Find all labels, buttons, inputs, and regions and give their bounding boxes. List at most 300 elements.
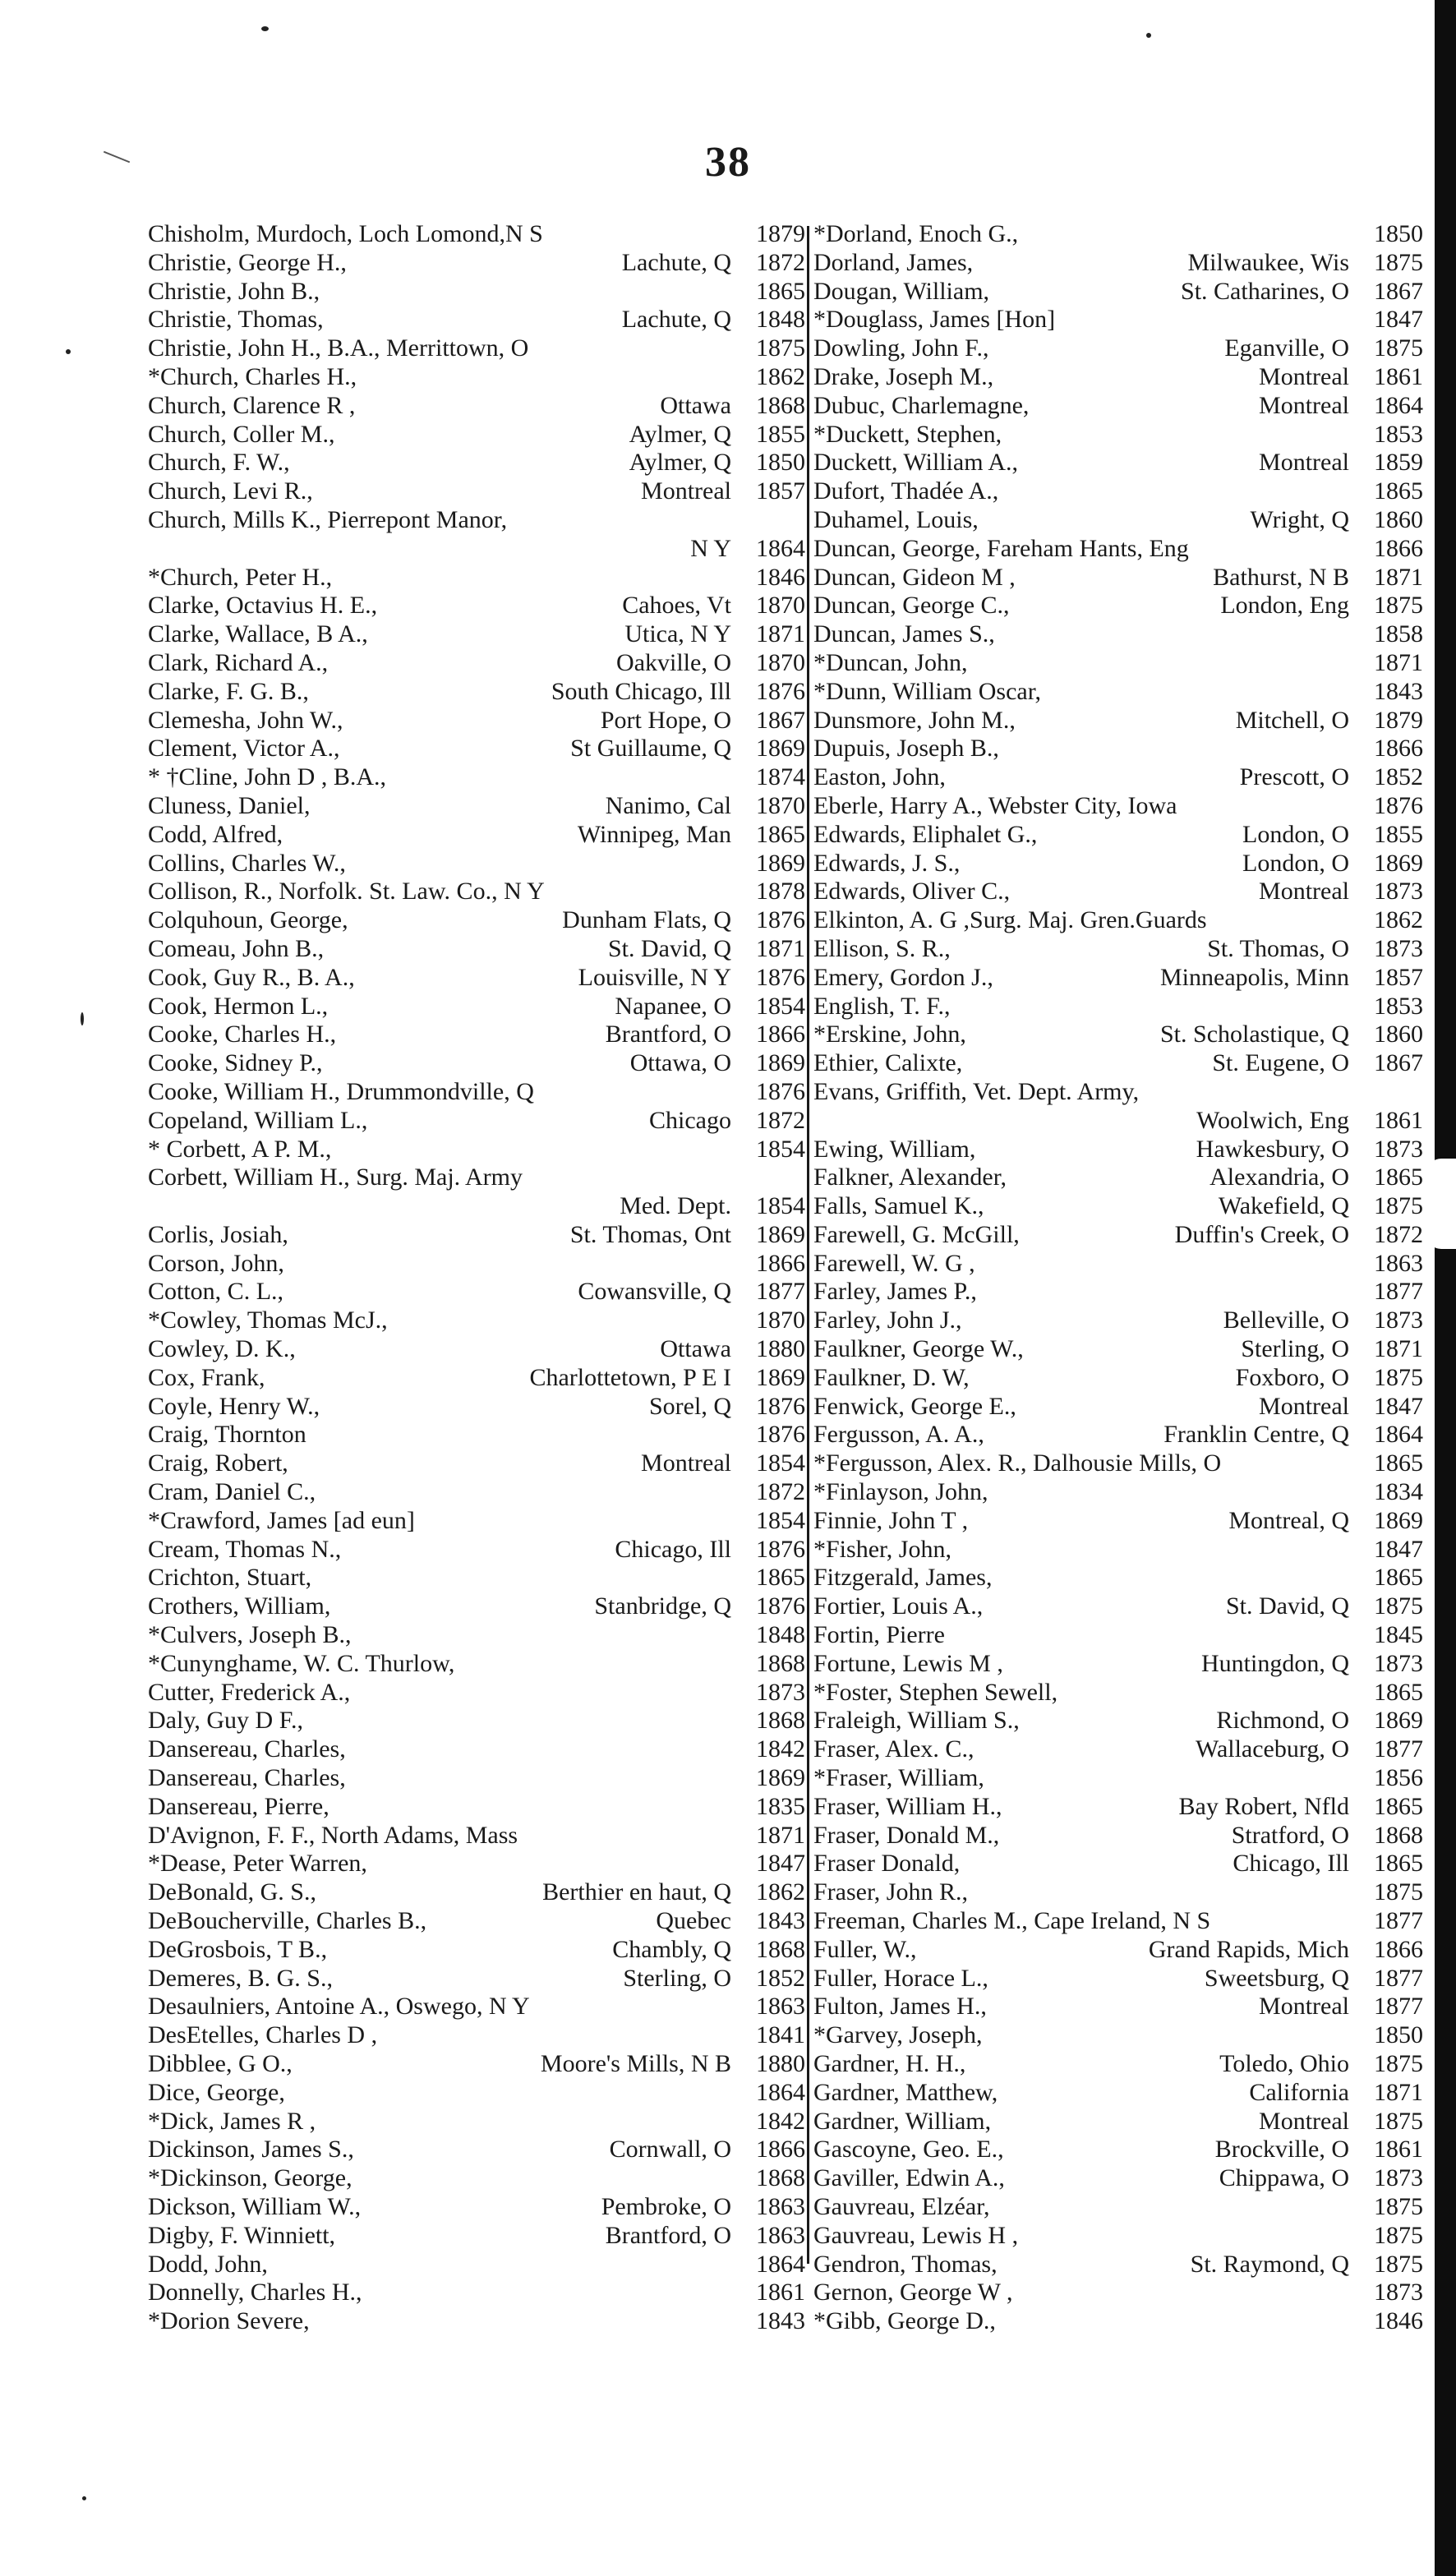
entry-name: Fraser, Alex. C., <box>813 1735 975 1763</box>
directory-entry <box>148 2222 805 2251</box>
entry-year: 1873 <box>1374 1135 1423 1163</box>
entry-name: Clarke, Wallace, B A., <box>148 620 368 648</box>
entry-place: Napanee, O <box>615 992 731 1020</box>
entry-place: Montreal <box>641 477 731 505</box>
directory-entry <box>813 2222 1423 2251</box>
entry-year: 1868 <box>756 1649 805 1677</box>
directory-entry <box>148 449 805 477</box>
entry-place: Ottawa <box>660 1335 731 1363</box>
entry-name: Eberle, Harry A., Webster City, Iowa <box>813 791 1177 819</box>
entry-year: 1850 <box>1374 220 1423 247</box>
entry-year: 1875 <box>1374 2050 1423 2077</box>
entry-year: 1845 <box>1374 1621 1423 1649</box>
entry-name: Cooke, William H., Drummondville, Q <box>148 1077 534 1105</box>
entry-place: Sterling, O <box>623 1964 731 1992</box>
entry-name: Church, F. W., <box>148 449 290 477</box>
entry-place: Louisville, N Y <box>578 963 731 991</box>
entry-name: Gaviller, Edwin A., <box>813 2164 1005 2192</box>
entry-name: Dodd, John, <box>148 2250 268 2278</box>
entry-year: 1875 <box>756 334 805 362</box>
entry-year: 1872 <box>756 1106 805 1134</box>
directory-entry <box>813 935 1423 964</box>
entry-name: *Dease, Peter Warren, <box>148 1850 367 1878</box>
directory-entry <box>813 2307 1423 2336</box>
entry-year: 1870 <box>756 791 805 819</box>
entry-place: Franklin Centre, Q <box>1163 1421 1349 1449</box>
entry-name: *Gibb, George D., <box>813 2307 996 2335</box>
entry-name: Fuller, Horace L., <box>813 1964 988 1992</box>
directory-entry <box>813 850 1423 878</box>
entry-place: Ottawa, O <box>629 1049 731 1077</box>
entry-name: *Dorland, Enoch G., <box>813 220 1019 247</box>
entry-year: 1872 <box>756 248 805 276</box>
entry-year: 1870 <box>756 648 805 676</box>
entry-place: Brockville, O <box>1214 2136 1349 2164</box>
entry-place: Chambly, Q <box>612 1935 731 1963</box>
entry-name: Collins, Charles W., <box>148 849 346 877</box>
directory-entry <box>813 1965 1423 1993</box>
directory-entry <box>148 906 805 935</box>
directory-entry <box>813 735 1423 763</box>
entry-year: 1835 <box>756 1792 805 1820</box>
entry-year: 1846 <box>1374 2307 1423 2335</box>
entry-name: Dufort, Thadée A., <box>813 477 999 505</box>
entry-place: Sorel, Q <box>649 1392 731 1420</box>
entry-year: 1852 <box>1374 763 1423 791</box>
directory-entry <box>813 2079 1423 2108</box>
entry-year: 1855 <box>1374 820 1423 848</box>
entry-year: 1853 <box>1374 992 1423 1020</box>
entry-year: 1875 <box>1374 1592 1423 1620</box>
directory-entry <box>813 2279 1423 2307</box>
directory-entry <box>813 1878 1423 1907</box>
directory-entry <box>813 1049 1423 1078</box>
directory-entry <box>813 2021 1423 2050</box>
entry-year: 1852 <box>756 1964 805 1992</box>
entry-name: *Fisher, John, <box>813 1535 951 1563</box>
entry-place: Chippawa, O <box>1219 2164 1349 2192</box>
left-column <box>148 220 805 2336</box>
directory-entry <box>813 1221 1423 1250</box>
entry-year: 1863 <box>756 1993 805 2021</box>
directory-entry <box>148 935 805 964</box>
entry-year: 1872 <box>1374 1220 1423 1248</box>
directory-entry <box>813 306 1423 334</box>
entry-year: 1853 <box>1374 420 1423 448</box>
entry-year: 1865 <box>756 1564 805 1592</box>
entry-name: Gascoyne, Geo. E., <box>813 2136 1004 2164</box>
entry-year: 1854 <box>756 1192 805 1220</box>
directory-entry <box>813 1164 1423 1192</box>
directory-entry <box>148 1965 805 1993</box>
directory-entry <box>813 1449 1423 1478</box>
entry-name: Cluness, Daniel, <box>148 791 311 819</box>
entry-place: Sweetsburg, Q <box>1204 1964 1349 1992</box>
entry-year: 1860 <box>1374 1021 1423 1048</box>
entry-name: Cream, Thomas N., <box>148 1535 342 1563</box>
entry-year: 1876 <box>756 1077 805 1105</box>
entry-place: Chicago, Ill <box>615 1535 731 1563</box>
entry-place: Montreal <box>1259 362 1349 390</box>
entry-name: Fenwick, George E., <box>813 1392 1016 1420</box>
entry-name: *Dorion Severe, <box>148 2307 310 2335</box>
entry-year: 1876 <box>756 1535 805 1563</box>
entry-year: 1873 <box>756 1678 805 1706</box>
directory-entry <box>813 506 1423 535</box>
entry-year: 1869 <box>756 735 805 763</box>
entry-name: *Foster, Stephen Sewell, <box>813 1678 1058 1706</box>
directory-entry <box>148 620 805 649</box>
directory-entry <box>813 707 1423 735</box>
entry-name: Dowling, John F., <box>813 334 989 362</box>
entry-place: London, O <box>1242 820 1349 848</box>
entry-year: 1875 <box>1374 592 1423 620</box>
entry-year: 1847 <box>1374 1535 1423 1563</box>
entry-name: Chisholm, Murdoch, Loch Lomond,N S <box>148 220 543 247</box>
right-column <box>813 220 1423 2336</box>
entry-year: 1865 <box>1374 477 1423 505</box>
entry-place: Ottawa <box>660 391 731 419</box>
entry-name: Fulton, James H., <box>813 1993 987 2021</box>
entry-place: Montreal <box>1259 449 1349 477</box>
entry-name: Duckett, William A., <box>813 449 1019 477</box>
entry-year: 1867 <box>756 706 805 734</box>
directory-entry <box>148 592 805 620</box>
entry-year: 1871 <box>756 620 805 648</box>
entry-name: Fraser Donald, <box>813 1850 961 1878</box>
entry-name: Craig, Robert, <box>148 1449 288 1477</box>
entry-year: 1864 <box>756 2250 805 2278</box>
directory-entry <box>148 1449 805 1478</box>
entry-year: 1876 <box>756 963 805 991</box>
directory-entry <box>813 363 1423 392</box>
entry-year: 1871 <box>1374 2078 1423 2106</box>
entry-place: Sterling, O <box>1241 1335 1349 1363</box>
entry-year: 1864 <box>1374 391 1423 419</box>
entry-year: 1875 <box>1374 2250 1423 2278</box>
directory-entry <box>148 1278 805 1306</box>
entry-place: Woolwich, Eng <box>1196 1106 1349 1134</box>
entry-name: Codd, Alfred, <box>148 820 283 848</box>
directory-entry <box>148 249 805 278</box>
directory-entry <box>813 1478 1423 1507</box>
entry-place: Toledo, Ohio <box>1219 2050 1349 2077</box>
entry-year: 1875 <box>1374 334 1423 362</box>
entry-name: Dansereau, Charles, <box>148 1764 346 1792</box>
entry-name: Donnelly, Charles H., <box>148 2279 362 2306</box>
directory-entry <box>813 2108 1423 2136</box>
directory-entry <box>813 1564 1423 1592</box>
entry-name: Fuller, W., <box>813 1935 917 1963</box>
entry-year: 1866 <box>756 1249 805 1277</box>
entry-year: 1862 <box>1374 906 1423 934</box>
entry-year: 1877 <box>1374 1735 1423 1763</box>
directory-entry <box>813 1592 1423 1621</box>
entry-year: 1863 <box>1374 1249 1423 1277</box>
directory-entry <box>813 964 1423 993</box>
entry-place: Wallaceburg, O <box>1196 1735 1349 1763</box>
directory-entry <box>813 878 1423 906</box>
entry-name: Fortin, Pierre <box>813 1621 945 1649</box>
entry-name: Church, Clarence R , <box>148 391 356 419</box>
entry-year: 1879 <box>1374 706 1423 734</box>
entry-place: Aylmer, Q <box>629 420 731 448</box>
entry-name: English, T. F., <box>813 992 951 1020</box>
entry-name: Faulkner, D. W, <box>813 1363 970 1391</box>
entry-name: Dunsmore, John M., <box>813 706 1016 734</box>
directory-entry <box>813 249 1423 278</box>
entry-place: Cowansville, Q <box>578 1278 731 1306</box>
entry-place: Moore's Mills, N B <box>540 2050 731 2077</box>
directory-entry <box>813 1735 1423 1764</box>
entry-name: Ethier, Calixte, <box>813 1049 963 1077</box>
directory-entry <box>813 620 1423 649</box>
entry-name: Dickson, William W., <box>148 2192 362 2220</box>
directory-entry <box>148 1049 805 1078</box>
entry-place: Cahoes, Vt <box>622 592 731 620</box>
directory-entry <box>148 1478 805 1507</box>
directory-entry <box>148 1735 805 1764</box>
entry-year: 1865 <box>1374 1850 1423 1878</box>
entry-year: 1869 <box>756 1049 805 1077</box>
directory-entry <box>148 1650 805 1679</box>
entry-place: Stanbridge, Q <box>594 1592 731 1620</box>
entry-name: DesEtelles, Charles D , <box>148 2021 378 2049</box>
directory-entry <box>148 2136 805 2164</box>
entry-name: Copeland, William L., <box>148 1106 368 1134</box>
entry-name: Falls, Samuel K., <box>813 1192 984 1220</box>
directory-entry <box>148 220 805 249</box>
entry-name: *Dickinson, George, <box>148 2164 352 2192</box>
entry-place: Brantford, O <box>605 1021 731 1048</box>
directory-entry <box>813 649 1423 678</box>
directory-entry <box>148 2050 805 2079</box>
entry-place: Huntingdon, Q <box>1201 1649 1349 1677</box>
entry-year: 1857 <box>756 477 805 505</box>
entry-year: 1848 <box>756 306 805 334</box>
entry-place: Dunham Flats, Q <box>562 906 731 934</box>
directory-entry <box>813 1621 1423 1650</box>
entry-name: * Corbett, A P. M., <box>148 1135 332 1163</box>
entry-place: Montreal <box>1259 391 1349 419</box>
directory-entry <box>813 1650 1423 1679</box>
entry-year: 1871 <box>1374 648 1423 676</box>
entry-place: Montreal <box>1259 1392 1349 1420</box>
entry-year: 1876 <box>756 906 805 934</box>
directory-entry <box>813 449 1423 477</box>
scan-speck <box>66 349 71 354</box>
entry-year: 1873 <box>1374 1306 1423 1334</box>
entry-name: Fraser, John R., <box>813 1878 968 1906</box>
entry-name: Clement, Victor A., <box>148 735 340 763</box>
entry-year: 1866 <box>756 1021 805 1048</box>
entry-year: 1861 <box>1374 362 1423 390</box>
entry-year: 1861 <box>1374 1106 1423 1134</box>
directory-entry <box>148 278 805 306</box>
entry-name: Gendron, Thomas, <box>813 2250 998 2278</box>
entry-year: 1850 <box>756 449 805 477</box>
entry-year: 1865 <box>1374 1449 1423 1477</box>
entry-place: Aylmer, Q <box>629 449 731 477</box>
entry-place: Oakville, O <box>616 648 731 676</box>
entry-year: 1855 <box>756 420 805 448</box>
entry-place: St. Eugene, O <box>1212 1049 1349 1077</box>
directory-entry <box>813 1192 1423 1221</box>
page-number: 38 <box>705 139 751 186</box>
entry-year: 1871 <box>1374 563 1423 591</box>
entry-name: Cook, Hermon L., <box>148 992 329 1020</box>
directory-entry <box>148 1679 805 1707</box>
directory-entry <box>148 993 805 1021</box>
directory-entry <box>148 506 805 535</box>
entry-place: Bay Robert, Nfld <box>1178 1792 1349 1820</box>
entry-place: Pembroke, O <box>601 2192 731 2220</box>
entry-place: London, Eng <box>1220 592 1349 620</box>
directory-entry <box>813 1136 1423 1164</box>
entry-name: Ewing, William, <box>813 1135 976 1163</box>
entry-place: Grand Rapids, Mich <box>1148 1935 1349 1963</box>
entry-name: Farewell, W. G , <box>813 1249 975 1277</box>
entry-name: D'Avignon, F. F., North Adams, Mass <box>148 1821 518 1849</box>
directory-entry <box>148 649 805 678</box>
entry-year: 1868 <box>756 2164 805 2192</box>
entry-year: 1877 <box>1374 1993 1423 2021</box>
entry-year: 1875 <box>1374 2192 1423 2220</box>
entry-name: Finnie, John T , <box>813 1506 969 1534</box>
entry-place: Nanimo, Cal <box>605 791 731 819</box>
directory-entry <box>148 850 805 878</box>
entry-year: 1850 <box>1374 2021 1423 2049</box>
entry-name: Dupuis, Joseph B., <box>813 735 999 763</box>
entry-name: Christie, George H., <box>148 248 347 276</box>
entry-year: 1847 <box>1374 1392 1423 1420</box>
entry-year: 1875 <box>1374 1363 1423 1391</box>
directory-entry <box>813 1679 1423 1707</box>
entry-name: *Culvers, Joseph B., <box>148 1621 352 1649</box>
scan-speck <box>82 2496 86 2500</box>
entry-year: 1873 <box>1374 2279 1423 2306</box>
entry-year: 1868 <box>756 391 805 419</box>
entry-year: 1876 <box>756 677 805 705</box>
entry-name: Falkner, Alexander, <box>813 1164 1007 1191</box>
entry-year: 1875 <box>1374 1878 1423 1906</box>
entry-year: 1875 <box>1374 248 1423 276</box>
directory-entry <box>148 1221 805 1250</box>
directory-entry <box>148 1393 805 1422</box>
entry-name: *Dick, James R , <box>148 2107 316 2135</box>
entry-name: Easton, John, <box>813 763 946 791</box>
entry-year: 1864 <box>1374 1421 1423 1449</box>
entry-year: 1865 <box>1374 1678 1423 1706</box>
entry-name: Dorland, James, <box>813 248 974 276</box>
entry-name: Cooke, Sidney P., <box>148 1049 323 1077</box>
entry-year: 1877 <box>1374 1907 1423 1935</box>
directory-entry <box>148 2251 805 2279</box>
entry-place: London, O <box>1242 849 1349 877</box>
directory-entry <box>148 678 805 707</box>
directory-entry <box>148 1421 805 1449</box>
directory-entry <box>148 1536 805 1564</box>
entry-year: 1865 <box>1374 1792 1423 1820</box>
entry-place: Belleville, O <box>1223 1306 1349 1334</box>
entry-name: *Garvey, Joseph, <box>813 2021 983 2049</box>
directory-entry <box>148 1993 805 2021</box>
entry-place: St. Raymond, Q <box>1190 2250 1349 2278</box>
directory-entry <box>148 1936 805 1965</box>
entry-year: 1841 <box>756 2021 805 2049</box>
entry-name: Fraleigh, William S., <box>813 1707 1020 1735</box>
directory-entry <box>813 821 1423 850</box>
entry-year: 1842 <box>756 2107 805 2135</box>
entry-name: Dougan, William, <box>813 277 990 305</box>
entry-name: Farewell, G. McGill, <box>813 1220 1020 1248</box>
entry-year: 1869 <box>1374 1707 1423 1735</box>
entry-year: 1873 <box>1374 878 1423 906</box>
entry-year: 1877 <box>1374 1278 1423 1306</box>
entry-year: 1871 <box>1374 1335 1423 1363</box>
entry-place: Wakefield, Q <box>1218 1192 1349 1220</box>
entry-year: 1875 <box>1374 2107 1423 2135</box>
scan-speck <box>81 1012 84 1025</box>
directory-entry <box>148 878 805 906</box>
entry-year: 1868 <box>756 1935 805 1963</box>
entry-year: 1866 <box>756 2136 805 2164</box>
entry-place: Hawkesbury, O <box>1196 1135 1349 1163</box>
entry-place: St. Scholastique, Q <box>1160 1021 1349 1048</box>
entry-name: *Fergusson, Alex. R., Dalhousie Mills, O <box>813 1449 1222 1477</box>
directory-entry <box>148 1793 805 1822</box>
directory-entry <box>148 1707 805 1735</box>
entry-name: Craig, Thornton <box>148 1421 306 1449</box>
entry-year: 1854 <box>756 1449 805 1477</box>
entry-name: Edwards, Eliphalet G., <box>813 820 1038 848</box>
entry-name: *Douglass, James [Hon] <box>813 306 1056 334</box>
entry-name: Clark, Richard A., <box>148 648 329 676</box>
entry-name: * †Cline, John D , B.A., <box>148 763 387 791</box>
entry-year: 1867 <box>1374 1049 1423 1077</box>
directory-entry <box>813 1793 1423 1822</box>
directory-entry <box>148 2108 805 2136</box>
directory-entry <box>813 1536 1423 1564</box>
entry-name: Christie, John H., B.A., Merrittown, O <box>148 334 529 362</box>
entry-year: 1873 <box>1374 1649 1423 1677</box>
entry-year: 1843 <box>1374 677 1423 705</box>
entry-place: Winnipeg, Man <box>577 820 731 848</box>
entry-year: 1859 <box>1374 449 1423 477</box>
directory-entry <box>813 1335 1423 1364</box>
directory-entry <box>813 1306 1423 1335</box>
entry-place: Montreal <box>641 1449 731 1477</box>
entry-year: 1869 <box>1374 849 1423 877</box>
directory-entry <box>813 1421 1423 1449</box>
entry-year: 1873 <box>1374 934 1423 962</box>
entry-place: Charlottetown, P E I <box>529 1363 731 1391</box>
directory-entry <box>813 477 1423 506</box>
entry-year: 1866 <box>1374 735 1423 763</box>
directory-entry <box>148 1364 805 1393</box>
entry-place: St. Catharines, O <box>1181 277 1349 305</box>
entry-name: Desaulniers, Antoine A., Oswego, N Y <box>148 1993 530 2021</box>
entry-name: Cooke, Charles H., <box>148 1021 337 1048</box>
directory-entry <box>148 964 805 993</box>
entry-year: 1876 <box>756 1592 805 1620</box>
directory-entry <box>148 1306 805 1335</box>
entry-place: Minneapolis, Minn <box>1160 963 1349 991</box>
entry-place: Prescott, O <box>1239 763 1349 791</box>
entry-name: Elkinton, A. G ,Surg. Maj. Gren.Guards <box>813 906 1207 934</box>
directory-entry <box>813 334 1423 363</box>
entry-place: South Chicago, Ill <box>551 677 731 705</box>
